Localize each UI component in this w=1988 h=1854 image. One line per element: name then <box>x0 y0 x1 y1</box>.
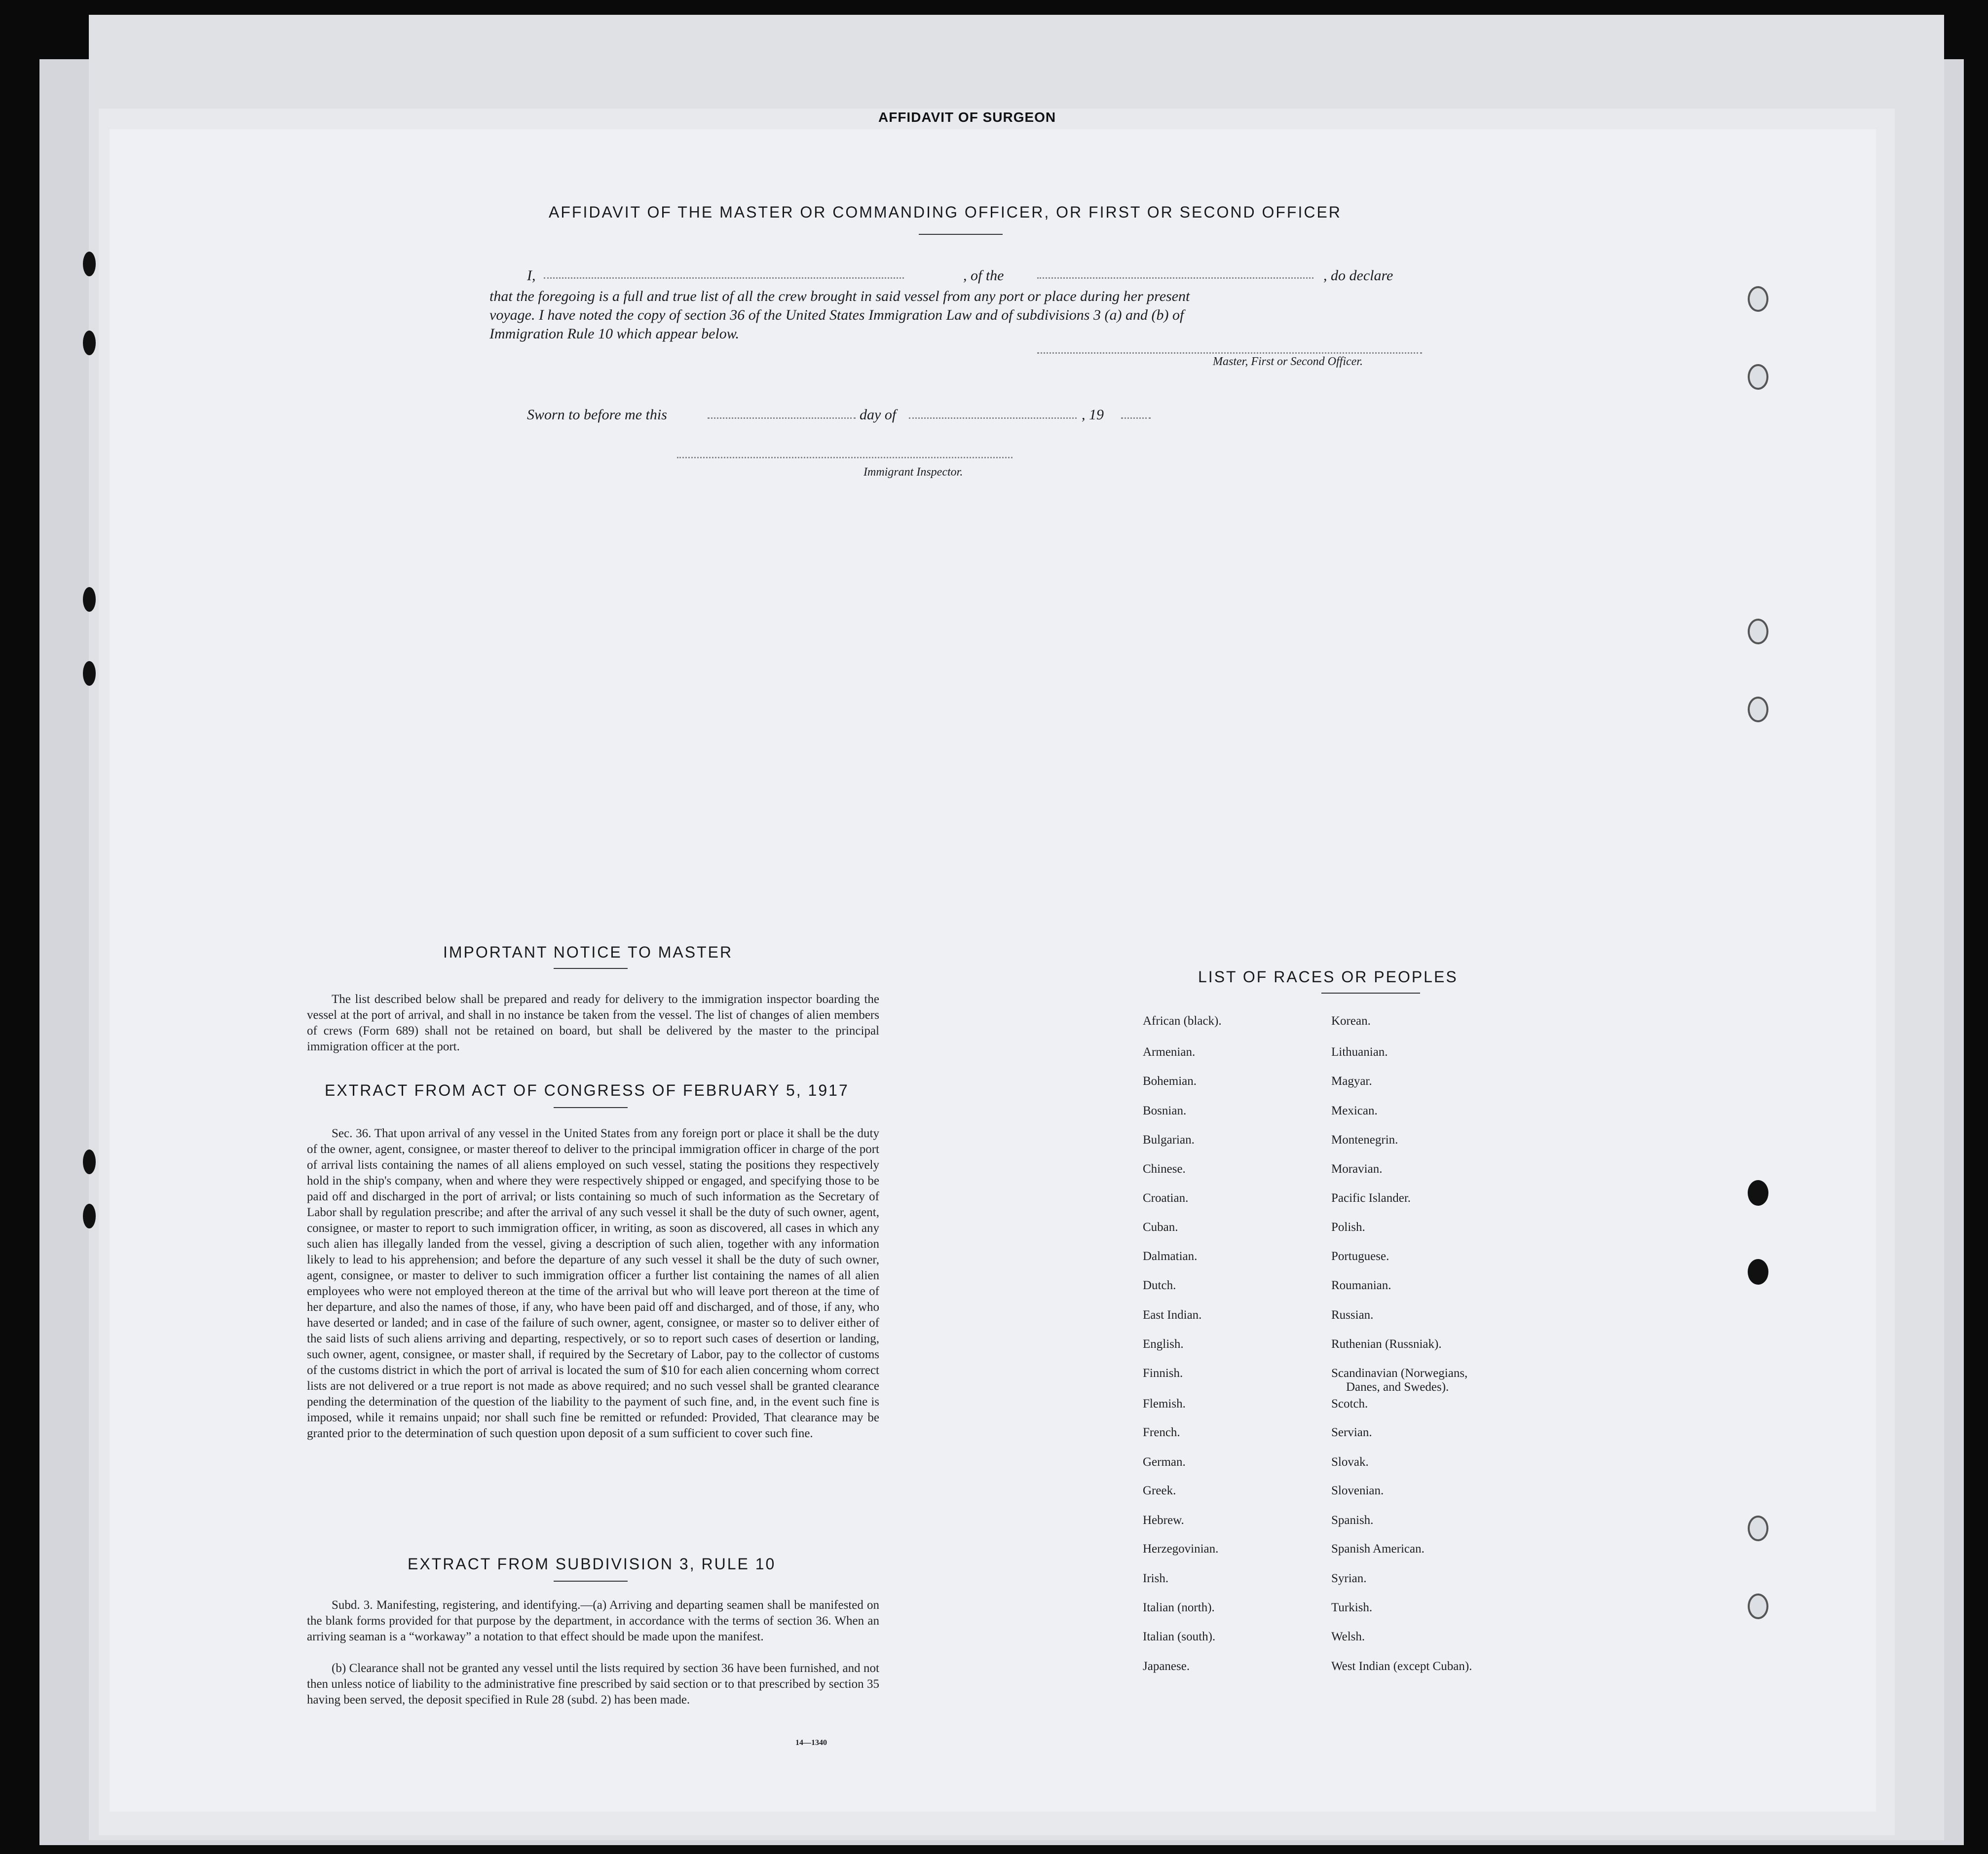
punch-hole <box>1748 619 1768 644</box>
sworn-month-field[interactable] <box>909 417 1077 419</box>
race-item: French. <box>1143 1426 1180 1439</box>
punch-hole <box>1748 1594 1768 1619</box>
race-item: Cuban. <box>1143 1221 1178 1234</box>
race-item: Japanese. <box>1143 1660 1190 1673</box>
race-item: Korean. <box>1331 1014 1371 1028</box>
declaration-line-1: that the foregoing is a full and true list of all the crew brought in said vessel from any port or place during her present <box>489 288 1190 304</box>
race-item: Russian. <box>1331 1308 1374 1322</box>
day-of-label: day of <box>860 407 897 423</box>
sworn-day-field[interactable] <box>708 417 856 419</box>
race-item: German. <box>1143 1455 1186 1469</box>
binding-hole-dark <box>83 252 96 276</box>
punch-hole <box>1748 1516 1768 1541</box>
act-rule <box>554 1107 628 1108</box>
sworn-year-field[interactable] <box>1121 417 1151 419</box>
race-item: Montenegrin. <box>1331 1133 1398 1147</box>
punch-hole <box>1748 286 1768 312</box>
race-item: Flemish. <box>1143 1397 1186 1410</box>
rule-extract-text-a: Subd. 3. Manifesting, registering, and identifying.—(a) Arriving and departing seamen shall be manifested on the blank forms provided for that purpose by the department, in accordance with the terms of section 36. When an arriving seaman is a “workaway” a notation to that effect should be made upon the manifest. <box>307 1598 879 1643</box>
act-extract-text: Sec. 36. That upon arrival of any vessel in the United States from any foreign port or place it shall be the duty of the owner, agent, consignee, or master thereof to deliver to the principal immigration officer in charge of the port of arrival lists containing the names of all aliens employed on such vessel, stating the positions they respectively hold in the ship's company, when and where they were respectively shipped or engaged, and specifying those to be paid off and discharged in the port of arrival; or lists containing so much of such information as the Secretary of Labor shall by regulation prescribe; and after the arrival of any such vessel it shall be the duty of such owner, agent, consignee, or master to report to such immigration officer, in writing, as soon as discovered, all cases in which any such alien has illegally landed from the vessel, giving a description of such alien, together with any information likely to lead to his apprehension; and before the departure of any such vessel it shall be the duty of such owner, agent, consignee, or master to deliver to such immigration officer a further list containing the names of all alien employees who were not employed thereon at the time of the arrival but who will leave port thereon at the time of her departure, and also the names of those, if any, who have been paid off and discharged, and of those, if any, who have deserted or landed; and in case of the failure of such owner, agent, consignee, or master so to deliver either of the said lists of such aliens arriving and departing, respectively, or so to report such cases of desertion or landing, such owner, agent, consignee, or master shall, if required by the Secretary of Labor, pay to the collector of customs of the customs district in which the port of arrival is located the sum of $10 for each alien concerning whom correct lists are not delivered or a true report is not made as above required; and no such vessel shall be granted clearance pending the determination of the question of the liability to the payment of such fine, and, in the event such fine is imposed, while it remains unpaid; nor shall such fine be remitted or refunded: Provided, That clearance may be granted prior to the determination of such question upon deposit of a sum sufficient to cover such fine. <box>307 1127 879 1440</box>
punch-hole <box>1748 1259 1768 1285</box>
declaration-line-2: voyage. I have noted the copy of section 36 of the United States Immigration Law and of subdivisions 3 (a) and (b) of <box>489 307 1184 323</box>
race-item: Hebrew. <box>1143 1514 1184 1527</box>
declarant-label: I, <box>527 267 536 284</box>
race-item: Italian (north). <box>1143 1601 1215 1614</box>
race-item: Slovenian. <box>1331 1484 1384 1497</box>
binding-hole-dark <box>83 1149 96 1174</box>
race-item: Dutch. <box>1143 1279 1176 1292</box>
race-item: Greek. <box>1143 1484 1176 1497</box>
form-number: 14—1340 <box>795 1739 827 1747</box>
races-rule <box>1321 993 1420 994</box>
race-item: West Indian (except Cuban). <box>1331 1660 1472 1673</box>
declarant-name-field[interactable] <box>544 277 904 279</box>
race-item: Magyar. <box>1331 1075 1372 1088</box>
binding-hole-dark <box>83 331 96 355</box>
notice-text: The list described below shall be prepared and ready for delivery to the immigration inspector boarding the vessel at the port of arrival, and shall in no instance be taken from the vessel. The list of changes of alien members of crews (Form 689) shall not be retained on board, but shall be delivered by the master to the principal immigration officer at the port. <box>307 993 879 1053</box>
race-item: Spanish. <box>1331 1514 1374 1527</box>
master-affidavit-title: AFFIDAVIT OF THE MASTER OR COMMANDING OFFICER, OR FIRST OR SECOND OFFICER <box>549 203 1342 221</box>
vessel-name-field[interactable] <box>1037 277 1313 279</box>
rule-extract-title: EXTRACT FROM SUBDIVISION 3, RULE 10 <box>408 1555 776 1573</box>
race-item: Moravian. <box>1331 1162 1383 1176</box>
race-item: African (black). <box>1143 1014 1222 1028</box>
race-item: Italian (south). <box>1143 1630 1216 1643</box>
race-item: Roumanian. <box>1331 1279 1391 1292</box>
race-item: Herzegovinian. <box>1143 1542 1219 1556</box>
binding-hole-dark <box>83 587 96 612</box>
race-item: Danes, and Swedes). <box>1346 1380 1449 1394</box>
race-item: Servian. <box>1331 1426 1372 1439</box>
act-extract-title: EXTRACT FROM ACT OF CONGRESS OF FEBRUARY 5, 1917 <box>325 1081 849 1099</box>
year-label: , 19 <box>1082 407 1104 423</box>
race-item: Bosnian. <box>1143 1104 1187 1117</box>
race-item: Turkish. <box>1331 1601 1373 1614</box>
do-declare-label: , do declare <box>1323 267 1393 284</box>
race-item: Portuguese. <box>1331 1250 1389 1263</box>
of-the-label: , of the <box>963 267 1004 284</box>
punch-hole <box>1748 1180 1768 1206</box>
notice-title: IMPORTANT NOTICE TO MASTER <box>443 943 733 961</box>
declaration-line-3: Immigration Rule 10 which appear below. <box>489 326 740 342</box>
race-item: Slovak. <box>1331 1455 1369 1469</box>
surgeon-affidavit-title: AFFIDAVIT OF SURGEON <box>878 110 1056 125</box>
race-item: Dalmatian. <box>1143 1250 1198 1263</box>
race-item: Armenian. <box>1143 1045 1196 1059</box>
races-title: LIST OF RACES OR PEOPLES <box>1198 968 1458 986</box>
inspector-signature-field[interactable] <box>677 457 1013 458</box>
race-item: Polish. <box>1331 1221 1365 1234</box>
punch-hole <box>1748 697 1768 722</box>
race-item: Chinese. <box>1143 1162 1186 1176</box>
race-item: Irish. <box>1143 1572 1169 1585</box>
title-rule <box>919 234 1003 235</box>
master-signature-field[interactable] <box>1037 352 1422 354</box>
race-item: Spanish American. <box>1331 1542 1425 1556</box>
rule-extract-text-b: (b) Clearance shall not be granted any vessel until the lists required by section 36 have been furnished, and not then unless notice of liability to the administrative fine prescribed by said section or to that prescribed by section 35 having been served, the deposit specified in Rule 28 (subd. 2) has been made. <box>307 1662 879 1706</box>
race-item: Bohemian. <box>1143 1075 1197 1088</box>
race-item: Lithuanian. <box>1331 1045 1388 1059</box>
race-item: Pacific Islander. <box>1331 1191 1411 1205</box>
race-item: Bulgarian. <box>1143 1133 1195 1147</box>
binding-hole-dark <box>83 1204 96 1228</box>
race-item: Scandinavian (Norwegians, <box>1331 1367 1468 1380</box>
notice-rule <box>554 968 628 969</box>
punch-hole <box>1748 364 1768 390</box>
race-item: East Indian. <box>1143 1308 1202 1322</box>
inspector-signature-label: Immigrant Inspector. <box>863 466 963 479</box>
race-item: Croatian. <box>1143 1191 1189 1205</box>
race-item: Welsh. <box>1331 1630 1365 1643</box>
form-page <box>110 129 1876 1812</box>
sworn-label: Sworn to before me this <box>527 407 667 423</box>
race-item: Finnish. <box>1143 1367 1183 1380</box>
race-item: Syrian. <box>1331 1572 1367 1585</box>
race-item: English. <box>1143 1337 1184 1351</box>
master-signature-label: Master, First or Second Officer. <box>1213 355 1363 368</box>
race-item: Scotch. <box>1331 1397 1368 1410</box>
binding-hole-dark <box>83 661 96 686</box>
rule-rule <box>554 1581 628 1582</box>
race-item: Mexican. <box>1331 1104 1378 1117</box>
race-item: Ruthenian (Russniak). <box>1331 1337 1442 1351</box>
